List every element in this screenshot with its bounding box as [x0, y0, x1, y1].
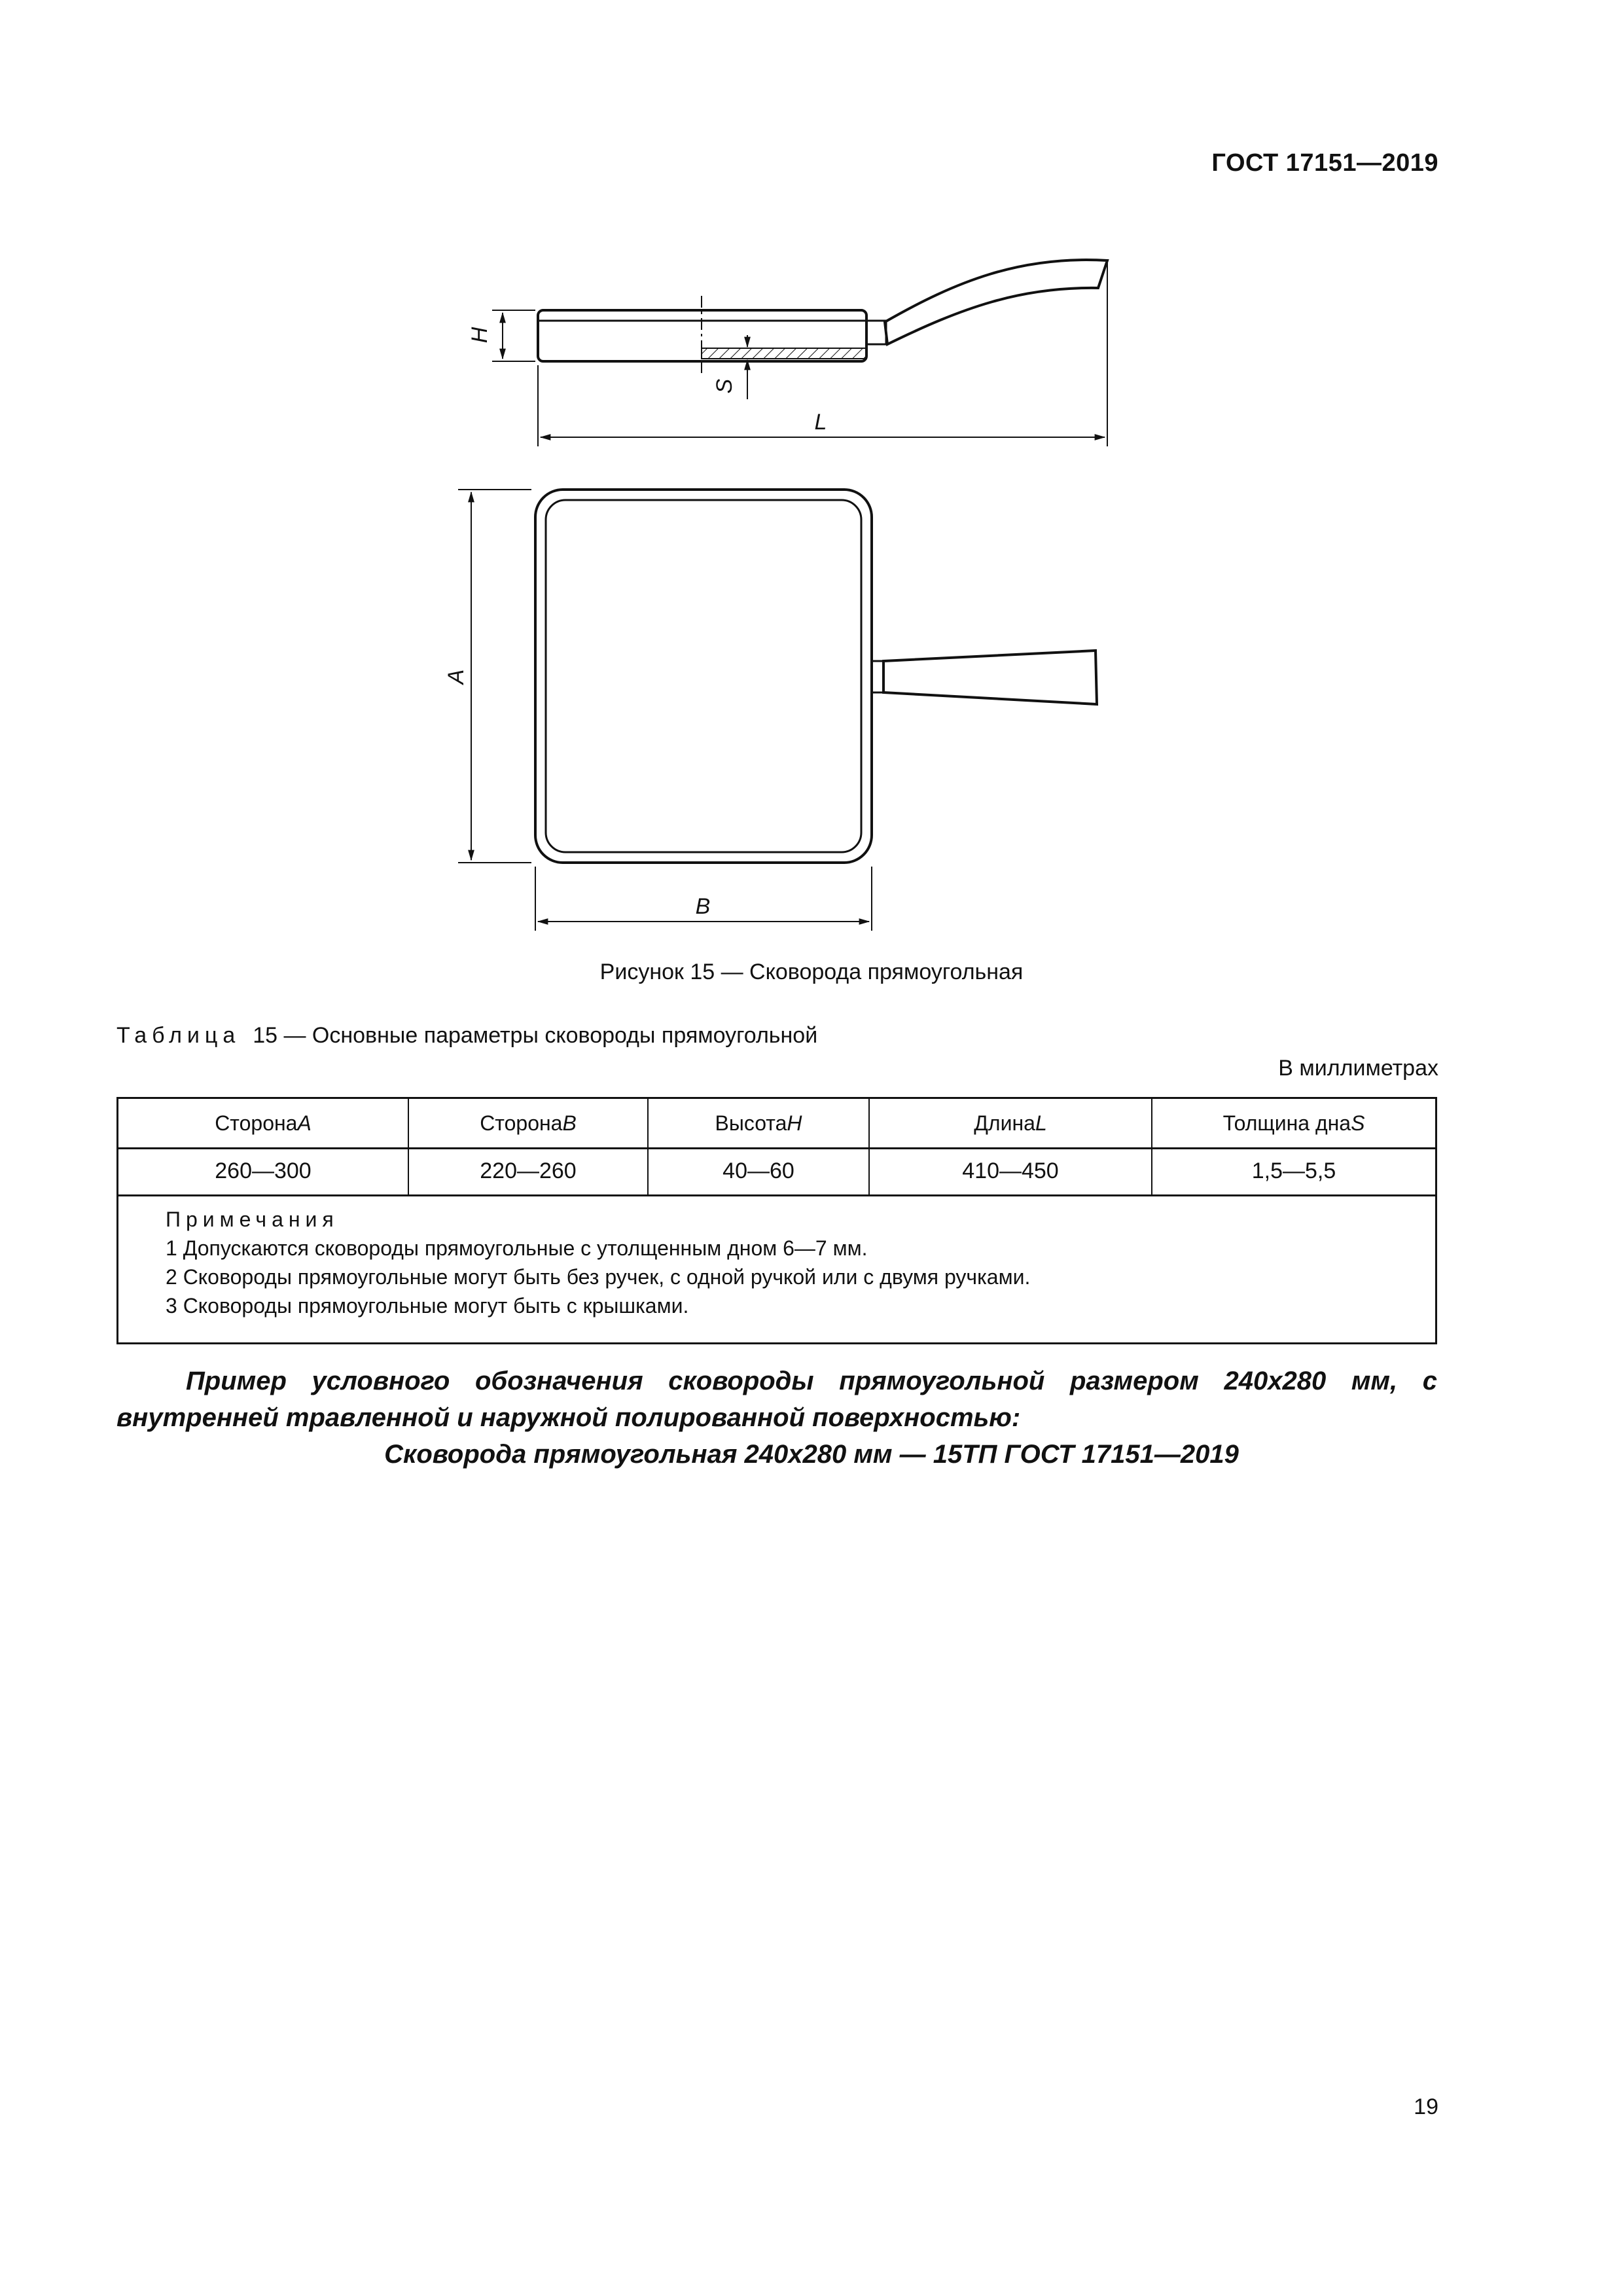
top-handle-connector — [872, 661, 883, 692]
handle-connector — [866, 321, 886, 344]
side-handle — [885, 260, 1107, 344]
header-thickness: Толщина дна S — [1222, 1111, 1365, 1135]
example-text: Пример условного обозначения сковороды прямоугольной размером 240х280 мм, с внутренней травленной и наружной полированной поверхностью: — [116, 1367, 1437, 1432]
header-side-a: Сторона A — [118, 1099, 409, 1147]
header-length: Длина L — [870, 1099, 1152, 1147]
value-height: 40—60 — [649, 1147, 870, 1194]
example-designation: Сковорода прямоугольная 240х280 мм — 15ТП ГОСТ 17151—2019 — [384, 1440, 1239, 1469]
dimension-label-l: L — [814, 410, 827, 435]
side-view — [538, 260, 1107, 373]
table-notes — [166, 1205, 1030, 1320]
pan-inner-rim — [546, 500, 861, 852]
table-header-row — [118, 1099, 1435, 1149]
note-1: 1 Допускаются сковороды прямоугольные с утолщенным дном 6—7 мм. — [166, 1236, 868, 1260]
table-label: Таблица — [116, 1023, 241, 1048]
table-title-text: 15 — Основные параметры сковороды прямоугольной — [253, 1023, 818, 1048]
pan-outer-rim — [535, 490, 872, 863]
dimension-label-b: B — [695, 894, 711, 919]
notes-title: Примечания — [166, 1208, 339, 1231]
dimension-label-h: H — [467, 327, 492, 344]
figure-caption: Рисунок 15 — Сковорода прямоугольная — [599, 960, 1024, 984]
note-2: 2 Сковороды прямоугольные могут быть без ручек, с одной ручкой или с двумя ручками. — [166, 1265, 1031, 1289]
top-view — [535, 490, 1097, 863]
document-code: ГОСТ 17151—2019 — [1211, 149, 1438, 177]
dimension-label-s: S — [712, 378, 737, 394]
header-side-b: Сторона B — [409, 1099, 649, 1147]
header-height: Высота H — [649, 1099, 870, 1147]
example-paragraph — [116, 1363, 1437, 1436]
value-side-a: 260—300 — [118, 1147, 409, 1194]
page-number: 19 — [1414, 2094, 1438, 2119]
table-row — [118, 1147, 1435, 1196]
table-units: В миллиметрах — [1278, 1056, 1438, 1081]
dimension-label-a: A — [444, 669, 469, 685]
value-thickness: 1,5—5,5 — [1251, 1158, 1336, 1183]
top-handle — [883, 651, 1097, 704]
top-view-dimensions — [458, 490, 872, 931]
pan-technical-drawing — [0, 0, 1623, 956]
pan-bottom-section — [702, 348, 866, 359]
value-side-b: 220—260 — [409, 1147, 649, 1194]
value-length: 410—450 — [870, 1147, 1152, 1194]
note-3: 3 Сковороды прямоугольные могут быть с крышками. — [166, 1294, 689, 1318]
parameters-table — [116, 1097, 1437, 1344]
table-title — [116, 1023, 817, 1049]
